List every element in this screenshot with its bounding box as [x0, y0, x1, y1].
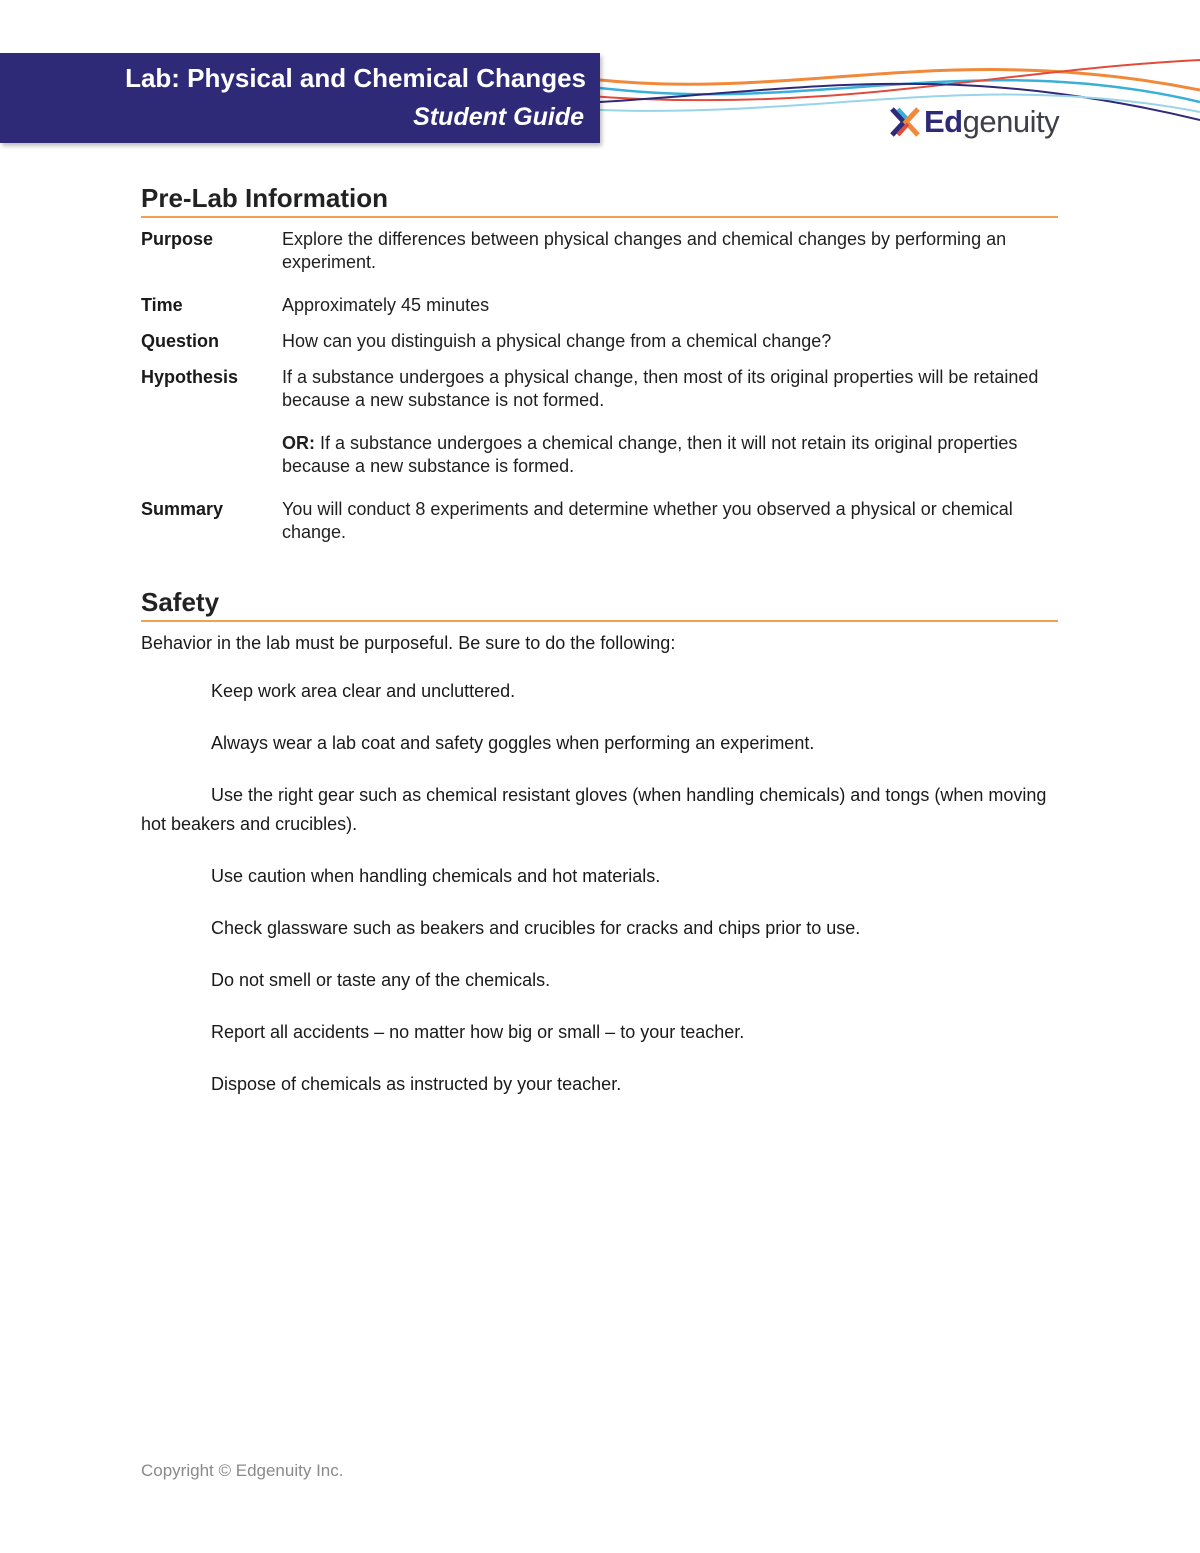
info-label: Purpose — [141, 229, 214, 249]
logo-text-bold: Ed — [924, 104, 963, 139]
info-label: Hypothesis — [141, 367, 239, 387]
info-label: Time — [141, 295, 183, 315]
safety-item: Do not smell or taste any of the chemicals. — [211, 970, 551, 990]
info-value: How can you distinguish a physical change from a chemical change? — [282, 331, 832, 351]
info-label: Question — [141, 331, 220, 351]
safety-list — [141, 677, 1058, 1122]
edgenuity-x-logo-icon — [888, 105, 922, 139]
info-row-summary — [141, 498, 1058, 544]
safety-intro: Behavior in the lab must be purposeful. Be sure to do the following: — [141, 633, 676, 653]
safety-heading: Safety — [141, 587, 1058, 622]
info-row-time — [141, 294, 1058, 317]
or-lead: OR: — [282, 433, 315, 453]
hypothesis-physical: If a substance undergoes a physical change, then most of its original properties will be retained because a new substance is not formed. — [282, 367, 1039, 410]
info-row-question — [141, 330, 1058, 353]
info-value: You will conduct 8 experiments and determine whether you observed a physical or chemical change. — [282, 499, 1013, 542]
document-subtitle: Student Guide — [413, 103, 584, 131]
safety-item: Report all accidents – no matter how big or small – to your teacher. — [211, 1022, 745, 1042]
edgenuity-logo — [888, 104, 1059, 140]
safety-item: Check glassware such as beakers and crucibles for cracks and chips prior to use. — [211, 918, 861, 938]
safety-item: Use the right gear such as chemical resistant gloves (when handling chemicals) and tongs (when moving hot beakers and crucibles). — [141, 785, 1047, 834]
info-value: Approximately 45 minutes — [282, 295, 490, 315]
info-row-purpose — [141, 228, 1058, 274]
logo-text — [924, 104, 1059, 140]
safety-item: Dispose of chemicals as instructed by your teacher. — [211, 1074, 622, 1094]
safety-item: Keep work area clear and uncluttered. — [211, 681, 516, 701]
info-label: Summary — [141, 499, 224, 519]
document-title: Lab: Physical and Chemical Changes — [125, 63, 586, 93]
prelab-heading: Pre-Lab Information — [141, 183, 1058, 218]
copyright-footer: Copyright © Edgenuity Inc. — [141, 1461, 344, 1480]
prelab-info-table — [141, 228, 1058, 557]
info-row-hypothesis — [141, 366, 1058, 478]
info-value: Explore the differences between physical changes and chemical changes by performing an experiment. — [282, 229, 1007, 272]
info-value — [282, 366, 1058, 478]
safety-item: Use caution when handling chemicals and hot materials. — [211, 866, 661, 886]
title-banner — [0, 53, 600, 143]
hypothesis-chemical — [282, 432, 1058, 478]
safety-item: Always wear a lab coat and safety goggles when performing an experiment. — [211, 733, 815, 753]
or-text: If a substance undergoes a chemical change, then it will not retain its original properties because a new substance is formed. — [282, 433, 1018, 476]
logo-text-rest: genuity — [962, 104, 1060, 139]
